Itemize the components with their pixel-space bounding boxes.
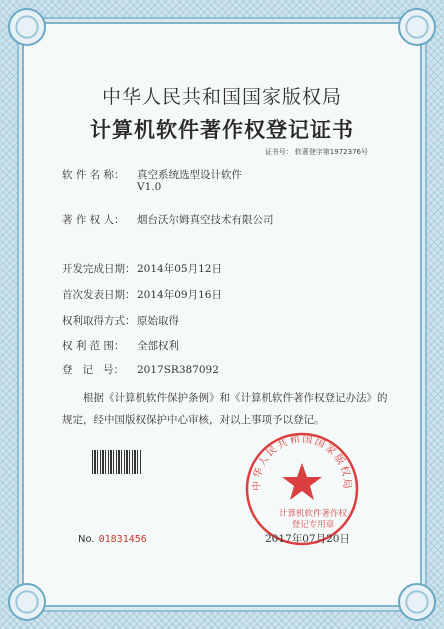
certificate-number-value: 软著登字第1972376号 [294,148,368,156]
field-label: 首次发表日期： [62,289,136,301]
field-value: 2017SR387092 [137,364,219,376]
seal-center-line2: 登记专用章 [291,520,335,530]
serial-value: 01831456 [98,534,147,545]
field-value: 2014年09月16日 [137,289,222,301]
field-copyright-owner [62,212,274,227]
seal-date: 2017年07月20日 [265,533,350,545]
software-version: V1.0 [137,181,162,193]
seal-center-line1: 计算机软件著作权 [278,509,347,519]
certificate-number-label: 证书号： [264,148,293,156]
seal-star-icon [282,463,322,500]
registration-statement: 根据《计算机软件保护条例》和《计算机软件著作权登记办法》的规定，经中国版权保护中心审核，对以上事项予以登记。 [62,392,388,426]
corner-ornament [398,8,436,46]
certificate-number [263,147,368,157]
barcode [92,450,142,474]
field-label: 权 利 范 围： [62,340,125,352]
certificate-title: 计算机软件著作权登记证书 [90,118,354,142]
field-value: 烟台沃尔姆真空技术有限公司 [137,214,274,226]
serial-label: No. [78,534,95,545]
field-value: 2014年05月12日 [137,263,222,275]
field-label: 著 作 权 人： [62,214,125,226]
field-acquisition-method [62,313,179,328]
field-value: 全部权利 [137,340,179,352]
field-value: 真空系统选型设计软件 [137,169,242,181]
field-registration-number [62,362,219,377]
field-label: 软 件 名 称： [62,169,125,181]
field-development-date [62,261,222,276]
field-value: 原始取得 [137,315,179,327]
seal-ring-text: 中华人民共和国国家版权局 [251,434,353,491]
field-publication-date [62,287,222,302]
field-label: 登 记 号： [62,364,125,376]
field-label: 权利取得方式： [62,315,136,327]
corner-ornament [8,583,46,621]
field-software-name [62,167,242,182]
field-label: 开发完成日期： [62,263,136,275]
field-rights-scope [62,338,179,353]
corner-ornament [398,583,436,621]
corner-ornament [8,8,46,46]
issuing-authority: 中华人民共和国国家版权局 [101,86,342,108]
serial-number [78,534,147,545]
